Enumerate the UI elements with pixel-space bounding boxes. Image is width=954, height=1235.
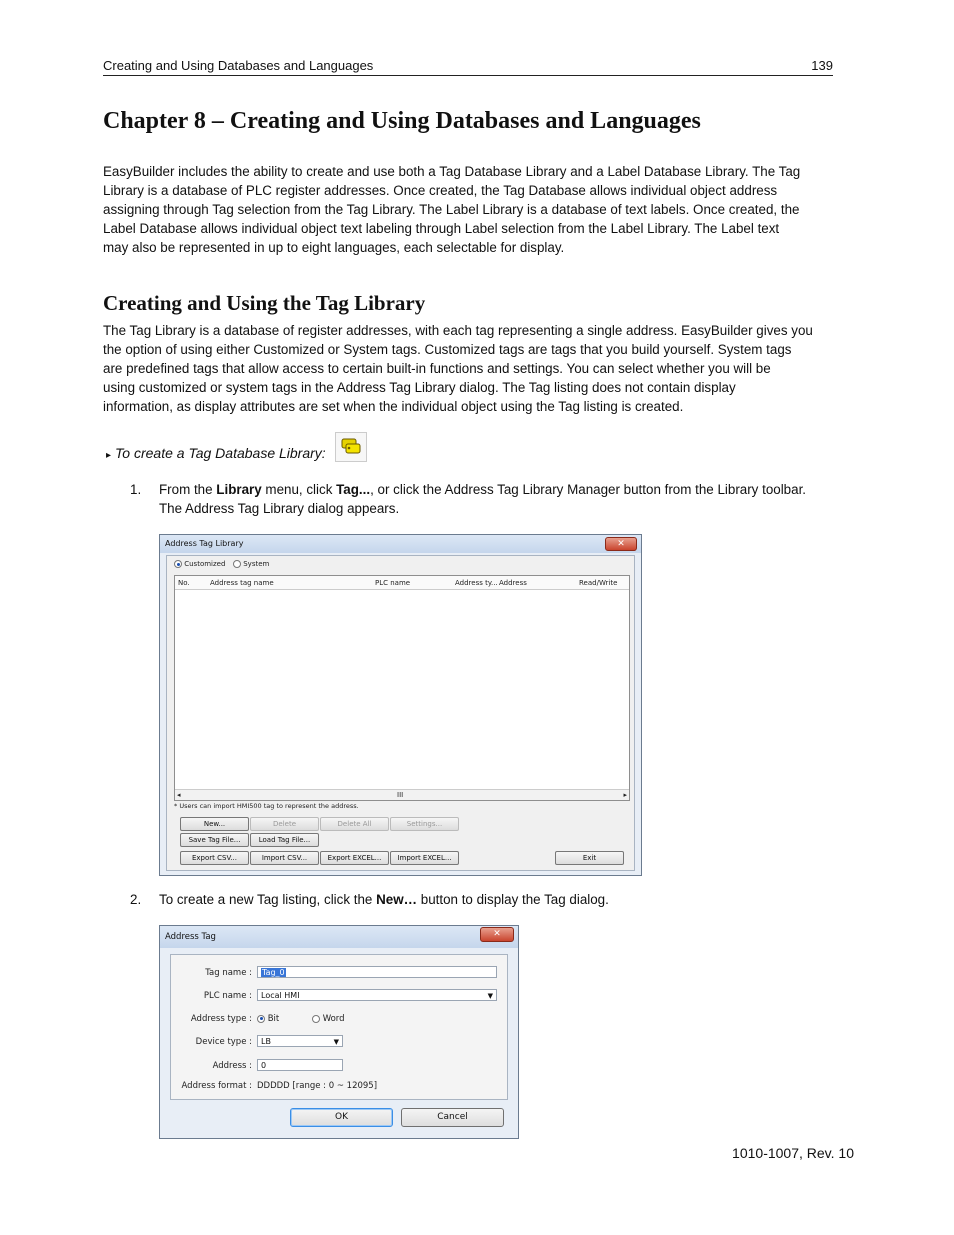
intro-line: may also be represented in up to eight languages, each selectable for display. — [103, 240, 565, 255]
section-line: using customized or system tags in the Address Tag Library dialog. The Tag listing does not contain display — [103, 380, 736, 395]
address-label: Address : — [212, 1061, 252, 1071]
import-csv-button[interactable]: Import CSV... — [250, 851, 319, 865]
intro-line: EasyBuilder includes the ability to create and use both a Tag Database Library and a Label Database Library. The Tag — [103, 164, 801, 179]
address-value: 0 — [261, 1061, 267, 1070]
address-format-label: Address format : — [181, 1081, 252, 1091]
section-title: Creating and Using the Tag Library — [103, 291, 426, 315]
column-header[interactable]: Address ty... — [455, 579, 498, 587]
save-tag-file-button[interactable]: Save Tag File... — [180, 833, 249, 847]
close-button[interactable]: ✕ — [605, 537, 637, 551]
scroll-left-icon[interactable]: ◂ — [177, 791, 181, 799]
scroll-right-icon[interactable]: ▸ — [623, 791, 627, 799]
column-header[interactable]: Read/Write — [579, 579, 618, 587]
plc-name-select[interactable] — [257, 989, 497, 1001]
delete-all-button[interactable]: Delete All — [320, 817, 389, 831]
step-number: 2. — [130, 892, 142, 907]
address-field[interactable] — [257, 1059, 343, 1071]
step-text: To create a new Tag listing, click the New… button to display the Tag dialog. — [159, 892, 609, 907]
intro-paragraph — [103, 162, 848, 257]
tag-library-icon — [335, 432, 367, 462]
plc-name-value: Local HMI — [261, 991, 300, 1000]
step-number: 1. — [130, 482, 142, 497]
scroll-thumb[interactable]: III — [397, 791, 404, 799]
procedure-label: To create a Tag Database Library: — [115, 445, 326, 461]
radio-bit[interactable]: Bit — [257, 1014, 279, 1024]
step-text: From the Library menu, click Tag..., or click the Address Tag Library Manager button from the Library toolbar. The Address Tag Library dialog appears. — [159, 482, 807, 516]
intro-line: Library is a database of PLC register addresses. Once created, the Tag Database allows individual object address — [103, 183, 778, 198]
arrow-icon: ▸ — [106, 450, 112, 461]
chevron-down-icon: ▼ — [487, 992, 493, 1000]
chevron-down-icon: ▼ — [333, 1038, 339, 1046]
horizontal-scrollbar[interactable] — [175, 789, 629, 800]
ok-button[interactable]: OK — [290, 1108, 393, 1127]
dialog-title: Address Tag Library — [165, 539, 244, 548]
delete-button[interactable]: Delete — [250, 817, 319, 831]
tag-name-label: Tag name : — [205, 968, 252, 978]
settings-button[interactable]: Settings... — [390, 817, 459, 831]
radio-on-icon — [174, 560, 182, 568]
running-header — [103, 58, 833, 76]
tag-name-field[interactable] — [257, 966, 497, 978]
cancel-button[interactable]: Cancel — [401, 1108, 504, 1127]
close-button[interactable]: ✕ — [480, 927, 514, 942]
column-header[interactable]: No. — [178, 579, 190, 587]
table-header — [175, 576, 629, 590]
address-tag-dialog — [159, 925, 519, 1139]
section-line: The Tag Library is a database of register addresses, with each tag representing a single address. EasyBuilder gives you — [103, 323, 813, 338]
address-tag-library-dialog — [159, 534, 642, 876]
radio-word[interactable]: Word — [312, 1014, 345, 1024]
column-header[interactable]: PLC name — [375, 579, 411, 587]
tag-table[interactable] — [174, 575, 630, 801]
title-bar — [160, 926, 518, 948]
import-excel-button[interactable]: Import EXCEL... — [390, 851, 459, 865]
page-number: 139 — [811, 58, 833, 73]
chapter-title: Chapter 8 – Creating and Using Databases and Languages — [103, 108, 701, 134]
footer-doc-number: 1010-1007, Rev. 10 — [732, 1145, 854, 1161]
device-type-value: LB — [261, 1037, 271, 1046]
export-csv-button[interactable]: Export CSV... — [180, 851, 249, 865]
exit-button[interactable]: Exit — [555, 851, 624, 865]
device-type-select[interactable] — [257, 1035, 343, 1047]
title-bar — [160, 535, 641, 553]
import-note: * Users can import HMI500 tag to represent the address. — [174, 802, 359, 810]
plc-name-label: PLC name : — [203, 991, 252, 1001]
export-excel-button[interactable]: Export EXCEL... — [320, 851, 389, 865]
new-button[interactable]: New... — [180, 817, 249, 831]
radio-customized[interactable]: Customized — [174, 560, 225, 568]
dialog-body — [170, 954, 508, 1100]
column-header[interactable]: Address tag name — [210, 579, 274, 587]
radio-on-icon — [257, 1015, 265, 1023]
column-header[interactable]: Address — [499, 579, 527, 587]
procedure-heading — [106, 445, 326, 461]
section-line: information, as display attributes are set when the individual object using the Tag listing is created. — [103, 399, 684, 414]
section-line: the option of using either Customized or System tags. Customized tags are tags that you build yourself. System tags — [103, 342, 792, 357]
dialog-title: Address Tag — [165, 932, 216, 942]
radio-system[interactable]: System — [233, 560, 269, 568]
dialog-body — [166, 555, 635, 871]
radio-off-icon — [233, 560, 241, 568]
device-type-label: Device type : — [195, 1037, 252, 1047]
intro-line: assigning through Tag selection from the Tag Library. The Label Library is a database of text labels. Once created, the — [103, 202, 800, 217]
address-type-label: Address type : — [190, 1014, 252, 1024]
address-format-value: DDDDD [range : 0 ~ 12095] — [257, 1081, 378, 1091]
radio-off-icon — [312, 1015, 320, 1023]
intro-line: Label Database allows individual object text labeling through Label selection from the Label Library. The Label text — [103, 221, 780, 236]
section-paragraph — [103, 321, 848, 416]
load-tag-file-button[interactable]: Load Tag File... — [250, 833, 319, 847]
section-line: are predefined tags that allow access to certain built-in functions and settings. You can select whether you will be — [103, 361, 771, 376]
running-title: Creating and Using Databases and Languages — [103, 58, 374, 73]
tag-name-value: Tag_0 — [262, 968, 285, 977]
